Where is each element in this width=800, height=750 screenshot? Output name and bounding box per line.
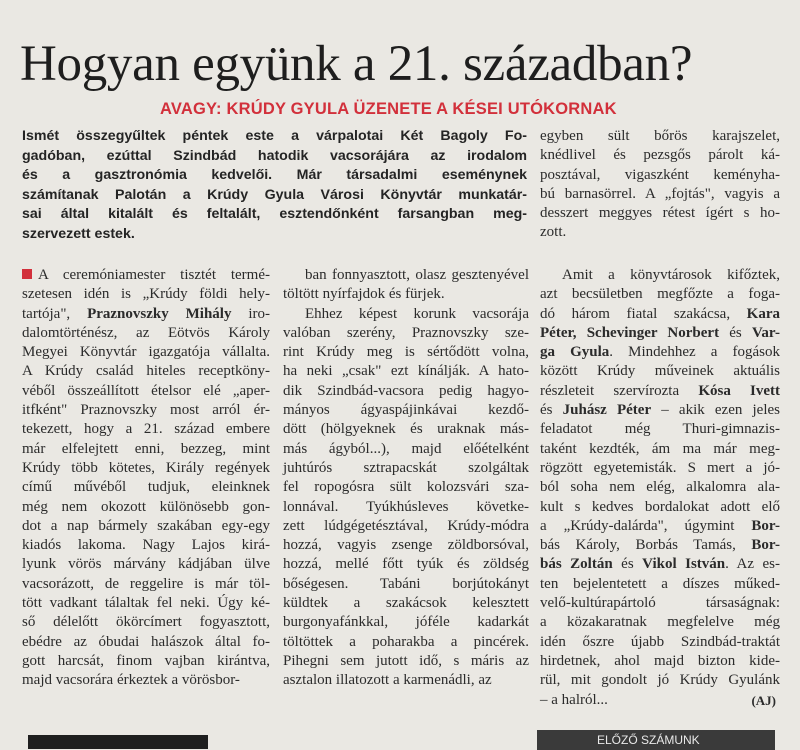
text-line: Ehhez képest korunk vacsorája: [305, 305, 529, 322]
name-emphasis: Kósa Ivett: [698, 382, 780, 399]
name-emphasis: Péter, Schevinger Norbert: [540, 324, 720, 341]
text-line: kult s kedves bordalokat adott elő: [540, 498, 780, 515]
text-line: bőségesen. Tabáni borjútokányt: [283, 575, 529, 592]
column-3: [540, 266, 780, 710]
text-line: hozzá, mellé főtt tyúk és zöldség: [283, 556, 529, 573]
text-line: már elfelejtett enni, bezzeg, mint: [22, 440, 270, 457]
name-emphasis: ga Gyula: [540, 344, 610, 361]
text-line: fel ropogósra sült kolozsvári sza-: [283, 479, 529, 496]
text-line: számítanak Palotán a Krúdy Gyula Városi Könyvtár munkatár-: [22, 186, 527, 203]
text-line: feladatot még Thuri-gimnazis-: [540, 421, 780, 438]
name-emphasis: Bor-: [751, 537, 780, 554]
text-line: ból soha nem elég, alkalomra ala-: [540, 479, 780, 496]
text-line: vacsorázott, de reggelire is már töl-: [22, 575, 270, 592]
text-line: hirdetnek, ahol majd bizton kide-: [540, 652, 780, 669]
text-line: dot a nap bármely szakában egy-egy: [22, 517, 270, 534]
name-emphasis: Var-: [751, 324, 781, 341]
text-line: a „Krúdy-dalárda", úgymint Bor-: [540, 517, 780, 534]
text-line: dalomtörténész, az Eötvös Károly: [22, 324, 270, 341]
lead-paragraph: [22, 127, 527, 245]
column-1: [22, 266, 270, 691]
text-line: gadóban, ezúttal Szindbád hatodik vacsorájára az irodalom: [22, 147, 527, 164]
column-2: [283, 266, 529, 691]
text-line: egyben sült bőrös karajszelet,: [540, 128, 780, 144]
text-line: ha neki „csak" ezt kínálják. A hato-: [283, 363, 529, 380]
text-line: dó három fiatal szakácsa, Kara: [540, 305, 780, 322]
text-line: szetesen idén is „Krúdy földi hely-: [22, 286, 270, 303]
text-line: küldtek a szakácsok kelesztett: [283, 595, 529, 612]
text-line: burgonyafánkkal, jóféle kadarkát: [283, 614, 529, 631]
text-line: valóban szerény, Praznovszky sze-: [283, 324, 529, 341]
text-line: Krúdy több kötetes, Király regények: [22, 459, 270, 476]
text-line: Pihegni sem jutott idő, s máris az: [283, 652, 529, 669]
text-line: rül, mit gondolt jó Krúdy Gyulánk: [540, 672, 780, 689]
text-line: azt becsületben megfőzte a foga-: [540, 286, 780, 303]
text-line: töltöttek a poharakba a pincérek.: [283, 633, 529, 650]
text-line: itfként" Praznovszky most arról ér-: [22, 402, 270, 419]
name-emphasis: Kara: [746, 305, 780, 322]
text-line: taként kezdték, ám ma már meg-: [540, 440, 780, 457]
text-line: idén őszre újabb Szindbád-traktát: [540, 633, 780, 650]
text-line: Ismét összegyűltek péntek este a várpalotai Két Bagoly Fo-: [22, 128, 527, 144]
text-line: asztalon illatozott a karmenádli, az: [283, 672, 492, 689]
name-emphasis: Vikol István: [642, 556, 726, 573]
red-square-bullet-icon: [22, 269, 32, 279]
text-line: véből összeállított ételsor elé „aper-: [22, 382, 270, 399]
text-line: ga Gyula. Mindehhez a fogások: [540, 344, 780, 361]
text-line: gott harcsát, finom vajban kirántva,: [22, 652, 270, 669]
author-signature: (AJ): [751, 692, 776, 708]
text-line: bás Károly, Borbás Tamás, Bor-: [540, 537, 780, 554]
text-line: és Juhász Péter – akik ezen jeles: [540, 402, 781, 419]
previous-issue-banner: ELŐZŐ SZÁMUNK: [537, 730, 775, 750]
text-line: tekezett, hogy a 21. század embere: [22, 421, 270, 438]
text-line: sai által kitalált és feltalált, esztendőnként farsangban meg-: [22, 206, 527, 223]
text-line: ban fonnyasztott, olasz gesztenyével: [305, 267, 529, 283]
text-line: posztával, vigaszként keményha-: [540, 166, 780, 183]
text-line: hozzá, vagyis zsenge zöldborsóval,: [283, 537, 529, 554]
text-line: dött (hölgyeknek és uraknak más-: [283, 421, 529, 438]
name-emphasis: Praznovszky Mihály: [87, 305, 232, 322]
text-line: még nem okozott különösebb gon-: [22, 498, 270, 515]
text-line: bú barnasörrel. A „fojtás", vagyis a: [540, 185, 780, 202]
text-line: más ágyból...), majd előételként: [283, 440, 529, 457]
text-line: ten bejelentetett a díszes műked-: [540, 575, 780, 592]
text-line: zett lúdgégetésztával, Krúdy-módra: [283, 517, 529, 534]
column-3-top: [540, 127, 780, 243]
text-line: Péter, Schevinger Norbert és Var-: [540, 324, 781, 341]
text-line-content: A ceremóniamester tisztét termé-: [38, 267, 270, 283]
text-line: [22, 266, 270, 285]
text-line: ső délelőtt ökörcímert fogyasztott,: [22, 614, 270, 631]
text-line: – a halról... (AJ): [540, 691, 780, 710]
text-line: című művéből tudjuk, eleinknek: [22, 479, 270, 496]
text-line: között Krúdy műveinek aktuális: [540, 363, 780, 380]
article-headline: Hogyan együnk a 21. században?: [20, 36, 693, 92]
text-line: lyunk vörös márvány kádjában ülve: [22, 556, 270, 573]
text-line: a közakaratnak megfelelve még: [540, 614, 780, 631]
text-line: részleteit szervírozta Kósa Ivett: [540, 382, 780, 399]
text-line: majd vacsorára érkeztek a vörösbor-: [22, 672, 240, 689]
text-line: mányos ágyaspájinkávai kezdő-: [283, 402, 529, 419]
text-line: dik Szindbád-vacsora pedig hagyo-: [283, 382, 529, 399]
text-line: rögzött egyetemisták. S mert a jó-: [540, 459, 780, 476]
text-line: bás Zoltán és Vikol István. Az es-: [540, 556, 781, 573]
text-line: kiadós lakoma. Nagy Lajos kirá-: [22, 537, 270, 554]
text-line: knédlivel és pezsgős párolt ká-: [540, 147, 780, 164]
text-line: és a gasztronómia kedvelői. Már társadalmi eseménynek: [22, 167, 527, 184]
text-line: zott.: [540, 224, 567, 241]
text-line: juhtúrós sztrapacskát szolgáltak: [283, 459, 529, 476]
name-emphasis: Bor-: [751, 517, 780, 534]
text-line: velő-kultúrapártoló társaságnak:: [540, 595, 780, 612]
text-line: Amit a könyvtárosok kifőztek,: [562, 267, 780, 283]
text-line: tartója", Praznovszky Mihály iro-: [22, 305, 270, 322]
text-line: tött vadkant tálaltak fel neki. Úgy ké-: [22, 595, 270, 612]
article-subhead: AVAGY: KRÚDY GYULA ÜZENETE A KÉSEI UTÓKORNAK: [160, 100, 617, 118]
text-line: töltött nyírfajdok és fürjek.: [283, 286, 445, 303]
text-line: desszert meggyes rétest ígért s ho-: [540, 205, 780, 222]
name-emphasis: Juhász Péter: [562, 402, 652, 419]
text-line: ebédre az óbudai halászok által fo-: [22, 633, 270, 650]
text-line: szervezett estek.: [22, 225, 135, 242]
text-line: lonnával. Tyúkhúsleves követke-: [283, 498, 529, 515]
name-emphasis: bás Zoltán: [540, 556, 613, 573]
text-line: rint Krúdy meg is sértődött volna,: [283, 344, 529, 361]
text-line: A Krúdy család hiteles receptköny-: [22, 363, 270, 380]
text-line: Megyei Könyvtár igazgatója vállalta.: [22, 344, 270, 361]
